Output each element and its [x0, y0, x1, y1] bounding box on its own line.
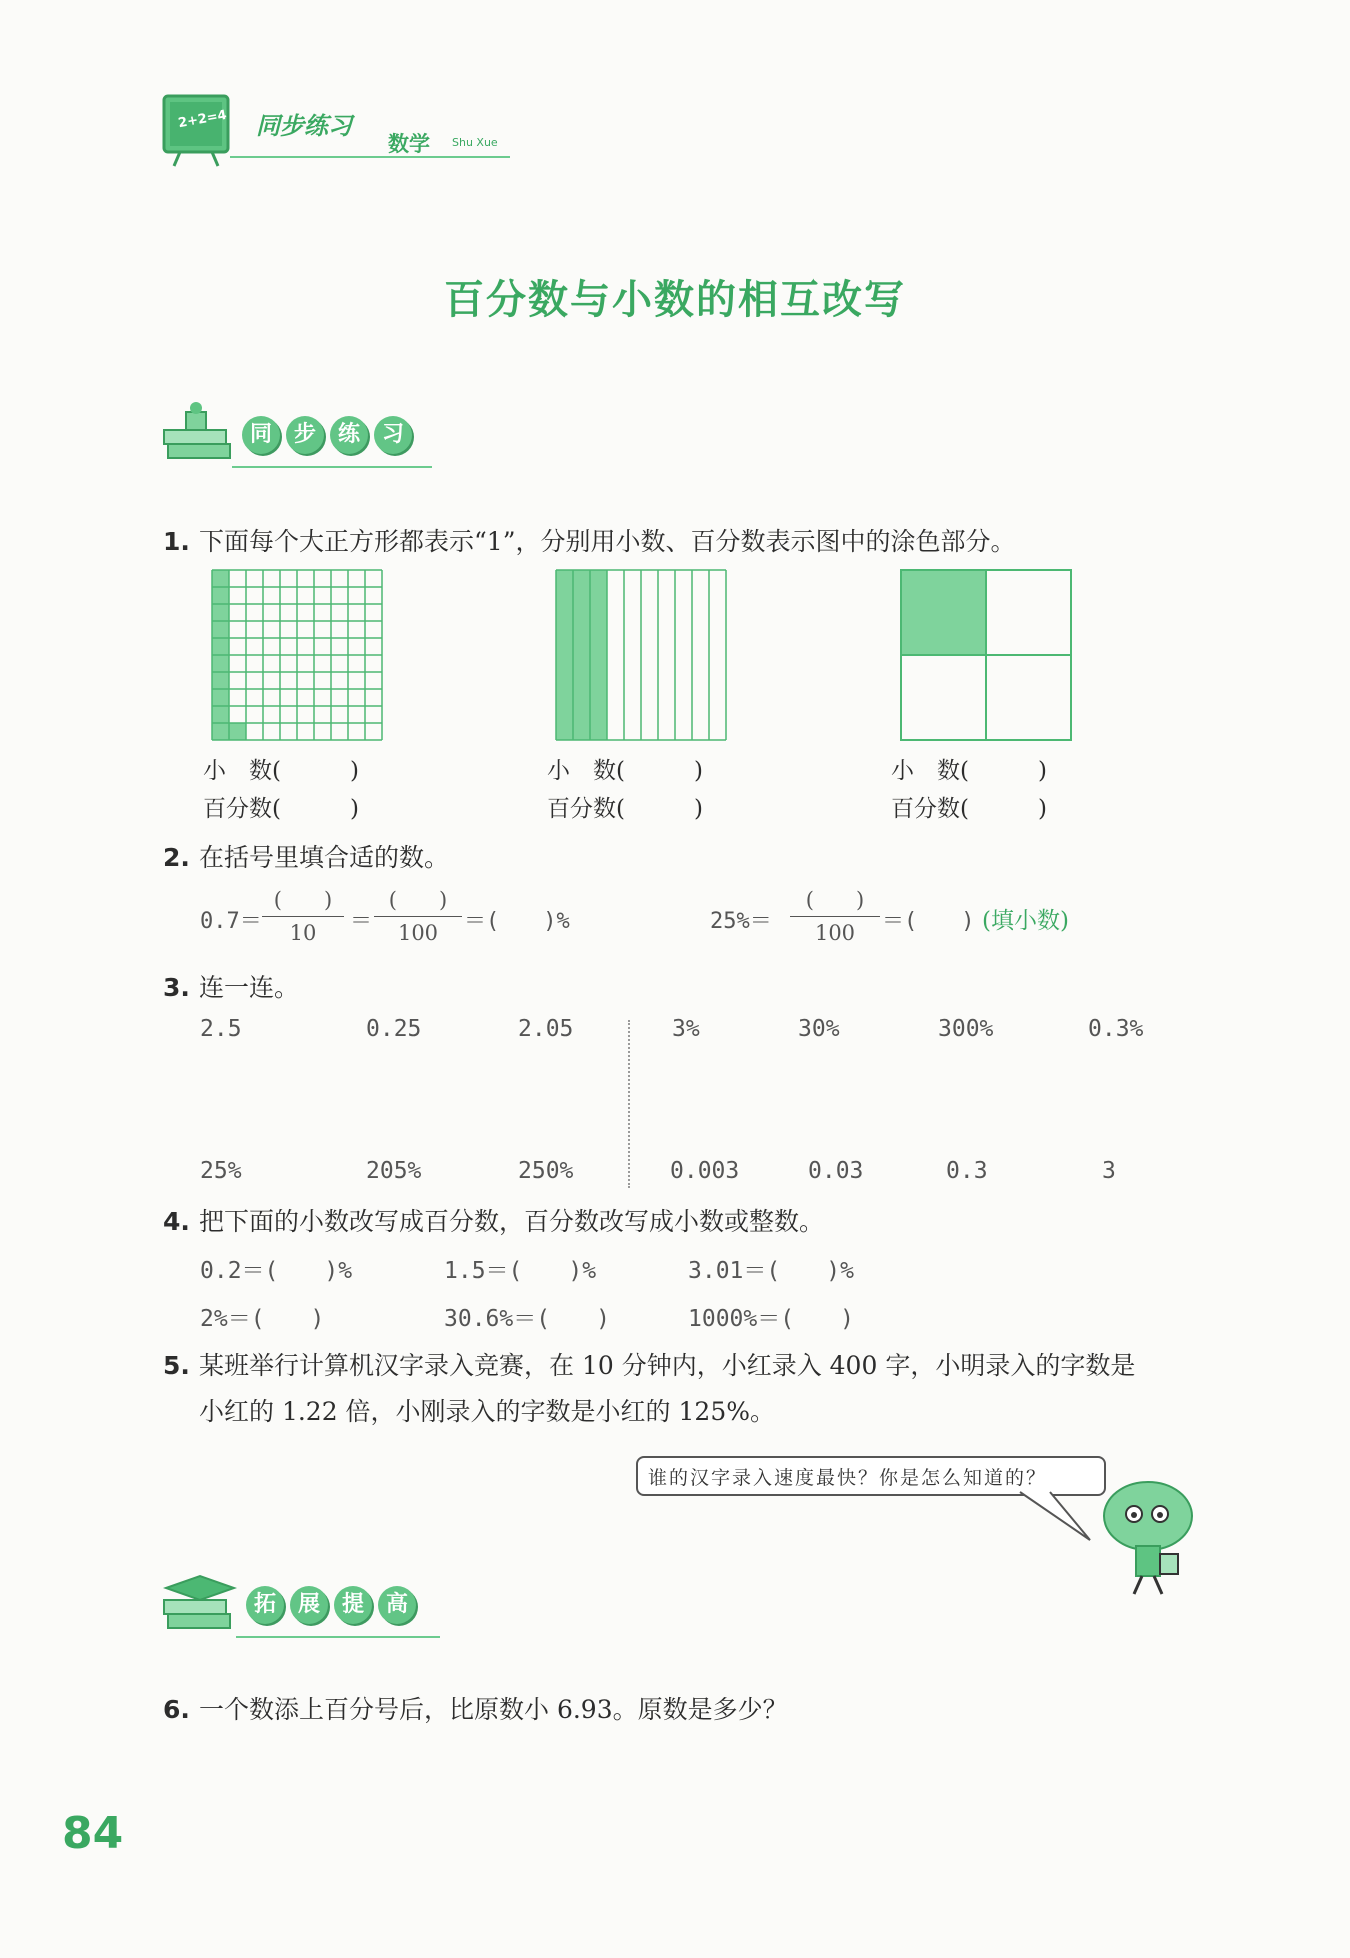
q3-top-left-item[interactable]: 0.25: [366, 1016, 422, 1042]
q2-left-start: 0.7＝: [200, 909, 262, 934]
question-2-text: 在括号里填合适的数。: [199, 843, 450, 872]
q3-top-left-item[interactable]: 2.5: [200, 1016, 242, 1042]
q2-right-end[interactable]: ＝( ): [882, 909, 975, 934]
question-5-line2: 小红的 1.22 倍，小刚录入的字数是小红的 125%。: [199, 1397, 775, 1426]
page-number: 84: [62, 1808, 124, 1859]
q4-row1-item[interactable]: 3.01＝( )%: [688, 1258, 854, 1284]
subject-label: 数学: [388, 132, 430, 156]
q3-top-right-item[interactable]: 300%: [938, 1016, 994, 1042]
section2-char: 高: [378, 1586, 416, 1624]
section-underline: [232, 466, 432, 468]
q2-eq: ＝: [350, 909, 373, 934]
question-6-text: 一个数添上百分号后，比原数小 6.93。原数是多少？: [199, 1695, 788, 1724]
q3-top-left-item[interactable]: 2.05: [518, 1016, 574, 1042]
q3-bottom-right-item[interactable]: 0.03: [808, 1158, 864, 1184]
q4-row2-item[interactable]: 1000%＝( ): [688, 1306, 854, 1332]
header-banner: [160, 88, 520, 168]
question-3: 3. 连一连。: [163, 973, 300, 1002]
section-banner-extension: [160, 1566, 440, 1642]
q4-row2-item[interactable]: 30.6%＝( ): [444, 1306, 610, 1332]
q2-frac-hundredths[interactable]: ( ) 100: [374, 884, 462, 945]
q2-frac-right[interactable]: ( ) 100: [790, 884, 880, 945]
grid-quarters: [899, 568, 1075, 744]
question-4-text: 把下面的小数改写成百分数，百分数改写成小数或整数。: [199, 1207, 825, 1236]
section-banner-practice: [160, 398, 432, 474]
section1-char: 习: [374, 416, 412, 454]
q2-frac-tenths[interactable]: ( ) 10: [262, 884, 344, 945]
section-underline: [236, 1636, 440, 1638]
books-icon: [160, 398, 240, 474]
q1-b-decimal[interactable]: 小 数( ): [547, 758, 703, 784]
q2-right-start: 25%＝: [710, 909, 772, 934]
grid-ten-strips: [554, 568, 730, 744]
q3-bottom-right-item[interactable]: 0.3: [946, 1158, 988, 1184]
q2-right-note: (填小数): [982, 908, 1069, 934]
q3-bottom-left-item[interactable]: 250%: [518, 1158, 574, 1184]
q3-bottom-left-item[interactable]: 25%: [200, 1158, 242, 1184]
q1-a-percent[interactable]: 百分数( ): [203, 796, 359, 822]
q3-bottom-right-item[interactable]: 3: [1102, 1158, 1116, 1184]
q1-a-decimal[interactable]: 小 数( ): [203, 758, 359, 784]
section2-char: 拓: [246, 1586, 284, 1624]
cartoon-character-icon: [1090, 1458, 1200, 1598]
q3-bottom-left-item[interactable]: 205%: [366, 1158, 422, 1184]
section1-char: 同: [242, 416, 280, 454]
q3-bottom-right-item[interactable]: 0.003: [670, 1158, 740, 1184]
q1-c-decimal[interactable]: 小 数( ): [891, 758, 1047, 784]
section1-char: 步: [286, 416, 324, 454]
logo-text: 2+2=4: [177, 107, 228, 132]
subject-pinyin: Shu Xue: [452, 136, 498, 149]
q3-top-right-item[interactable]: 30%: [798, 1016, 840, 1042]
question-3-text: 连一连。: [199, 973, 300, 1002]
header-underline: [230, 156, 510, 158]
q1-c-percent[interactable]: 百分数( ): [891, 796, 1047, 822]
series-title: 同步练习: [256, 112, 352, 140]
page-title: 百分数与小数的相互改写: [444, 276, 906, 323]
question-1-text: 下面每个大正方形都表示“1”，分别用小数、百分数表示图中的涂色部分。: [199, 527, 1016, 556]
section2-char: 展: [290, 1586, 328, 1624]
q4-row2-item[interactable]: 2%＝( ): [200, 1306, 325, 1332]
section1-char: 练: [330, 416, 368, 454]
q3-top-right-item[interactable]: 3%: [672, 1016, 700, 1042]
section2-char: 提: [334, 1586, 372, 1624]
question-1: 1. 下面每个大正方形都表示“1”，分别用小数、百分数表示图中的涂色部分。: [163, 527, 1016, 556]
question-6: 6. 一个数添上百分号后，比原数小 6.93。原数是多少？: [163, 1695, 788, 1724]
graduation-books-icon: [160, 1566, 240, 1642]
blackboard-icon: [160, 88, 240, 168]
q1-b-percent[interactable]: 百分数( ): [547, 796, 703, 822]
q3-top-right-item[interactable]: 0.3%: [1088, 1016, 1144, 1042]
q4-row1-item[interactable]: 1.5＝( )%: [444, 1258, 597, 1284]
question-4: 4. 把下面的小数改写成百分数，百分数改写成小数或整数。: [163, 1207, 825, 1236]
q2-left-end[interactable]: ＝( )%: [464, 909, 570, 934]
speech-bubble-text: 谁的汉字录入速度最快？你是怎么知道的？: [648, 1467, 1048, 1489]
question-5-line1: 某班举行计算机汉字录入竞赛，在 10 分钟内，小红录入 400 字，小明录入的字数是: [199, 1351, 1136, 1380]
q4-row1-item[interactable]: 0.2＝( )%: [200, 1258, 353, 1284]
speech-bubble-tail: [1010, 1490, 1100, 1550]
question-5: 5. 某班举行计算机汉字录入竞赛，在 10 分钟内，小红录入 400 字，小明录入的字数是: [163, 1351, 1136, 1380]
question-5-cont: [199, 1392, 775, 1428]
question-2: 2. 在括号里填合适的数。: [163, 843, 450, 872]
grid-hundred-squares: [210, 568, 386, 744]
q3-divider: [628, 1020, 630, 1188]
